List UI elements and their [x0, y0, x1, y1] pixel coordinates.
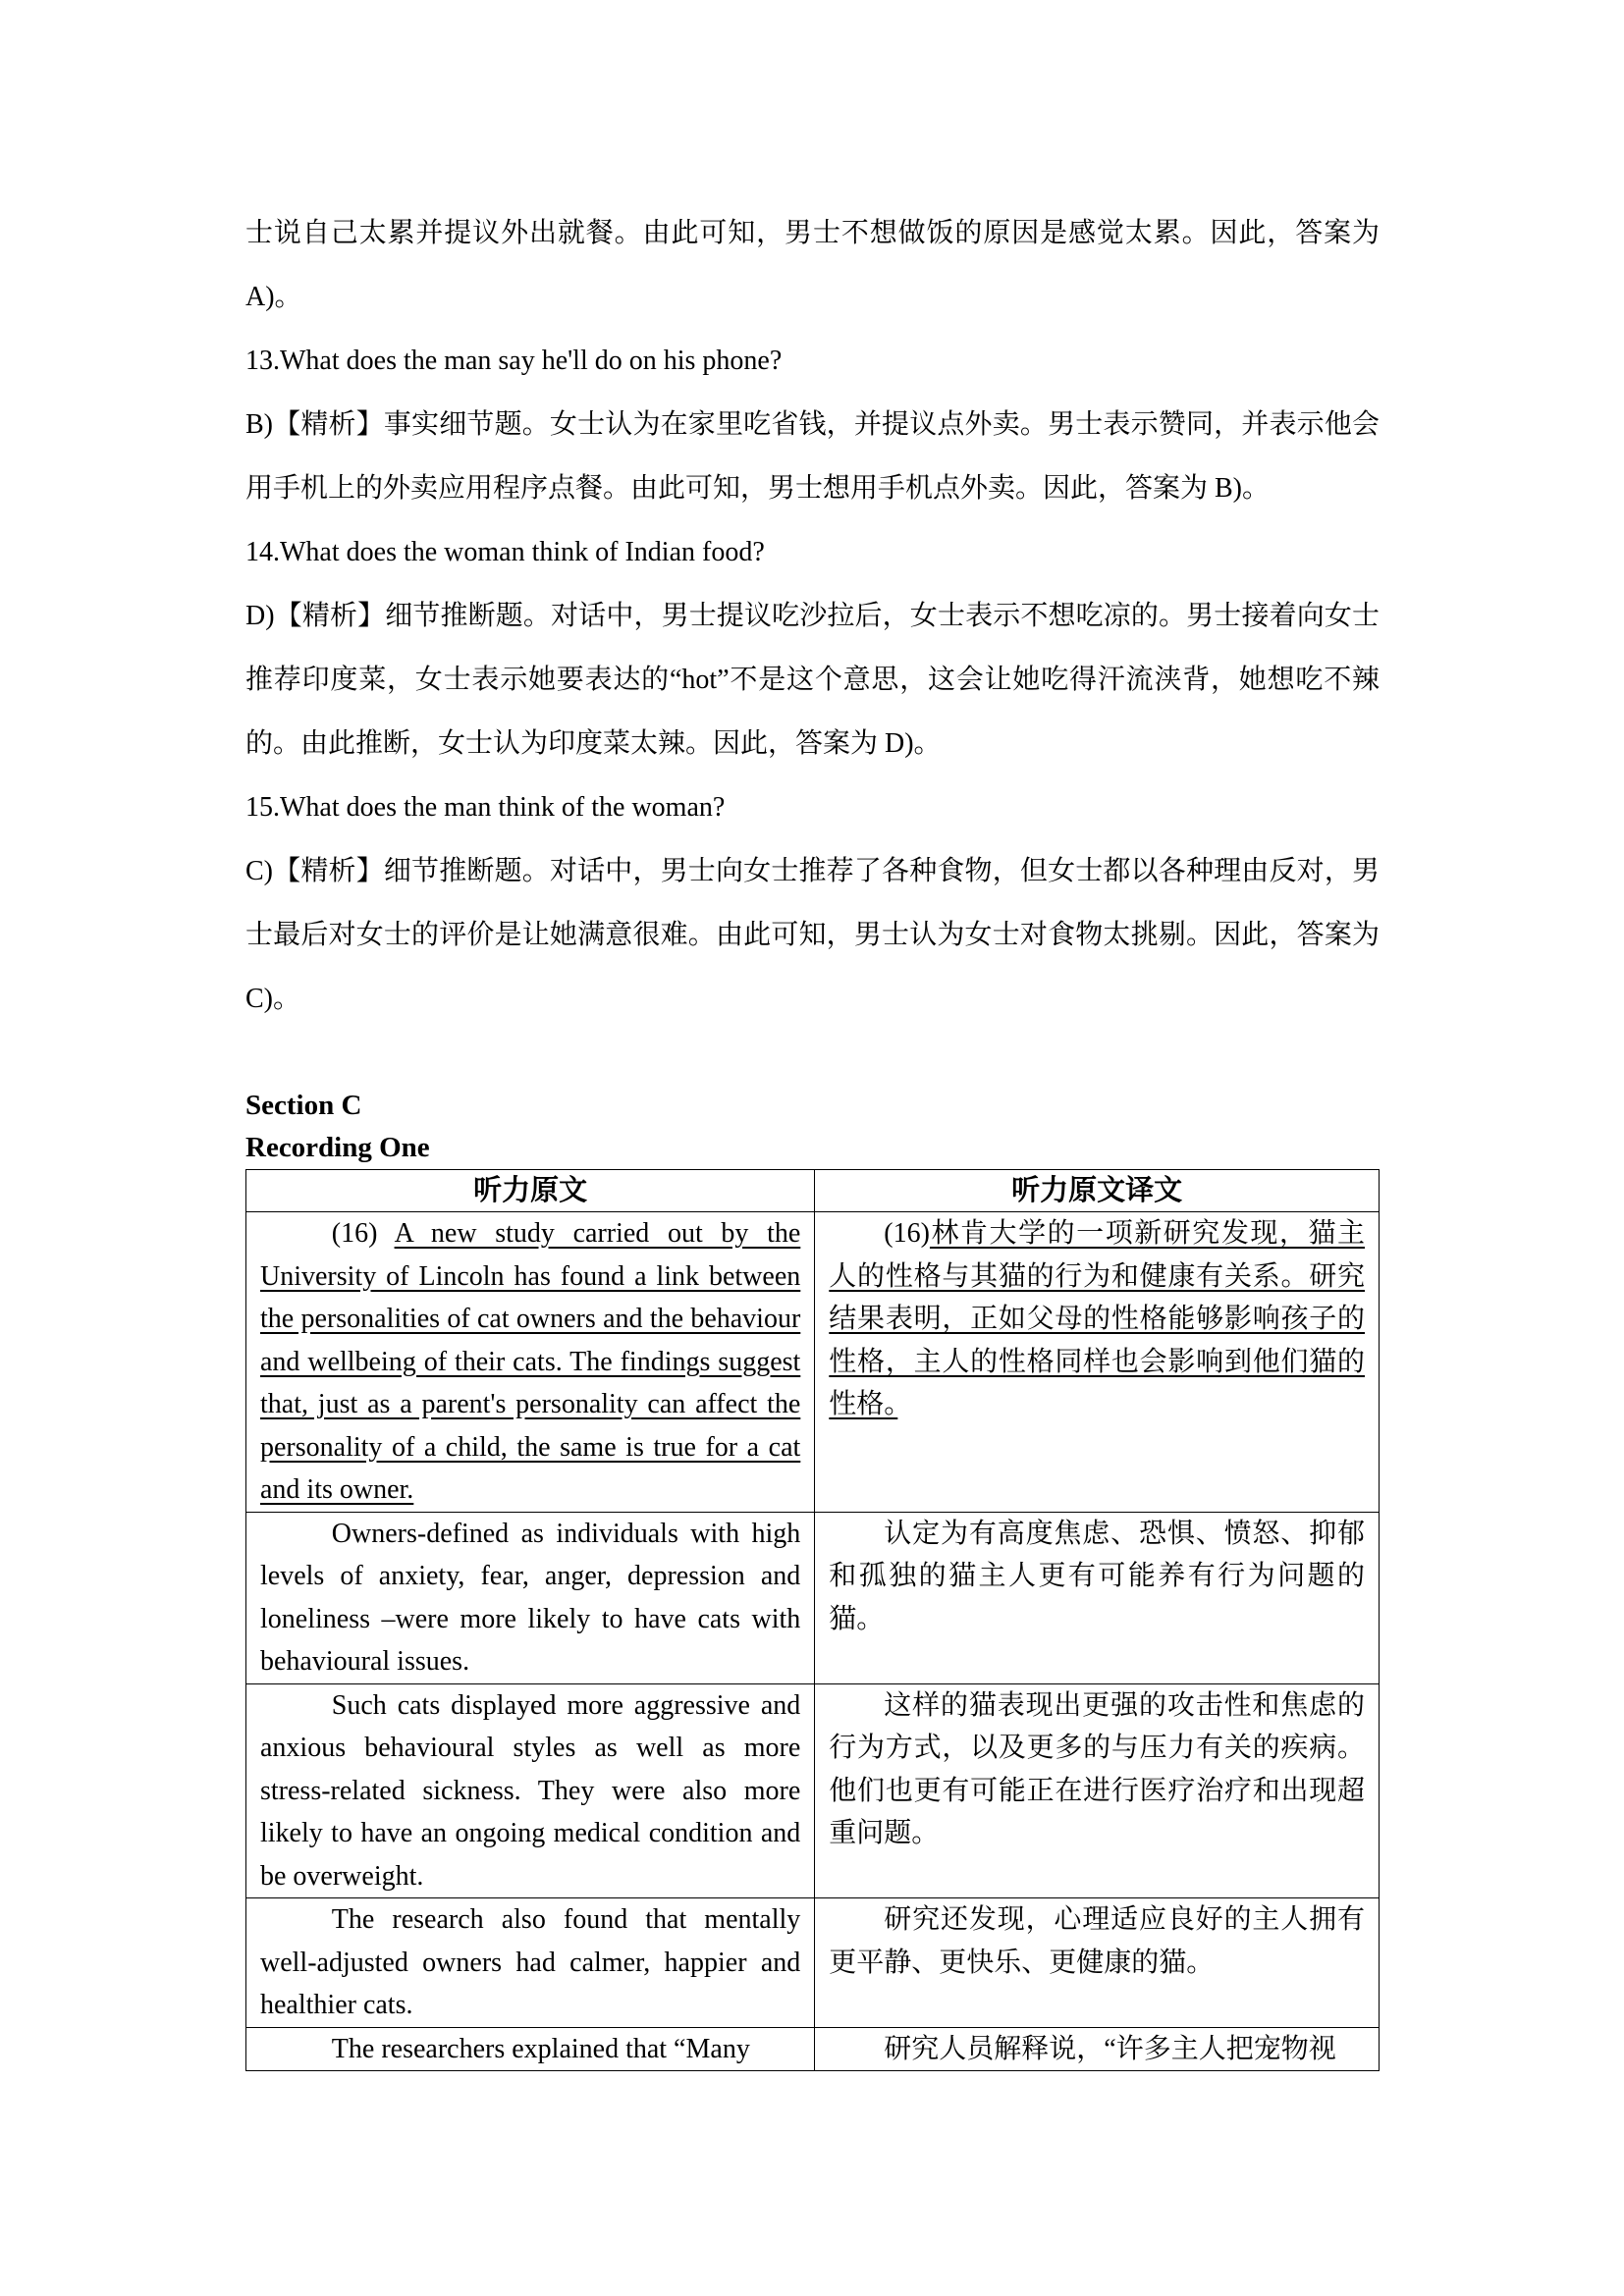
- original-paragraph: The researchers explained that “Many: [331, 2033, 750, 2064]
- section-c: [245, 1085, 1380, 2071]
- translation-paragraph: [829, 1212, 1365, 1426]
- table-row: [246, 1898, 1380, 2028]
- question-15: 15.What does the man think of the woman?: [245, 792, 726, 823]
- translation-cell: [815, 1512, 1380, 1683]
- original-paragraph: Owners-defined as individuals with high levels of anxiety, fear, anger, depression and loneliness –were more likely to have cats with behavioural issues.: [260, 1518, 801, 1677]
- question-14: 14.What does the woman think of Indian food?: [245, 537, 765, 567]
- underlined-answer-text: 林肯大学的一项新研究发现，猫主人的性格与其猫的行为和健康有关系。研究结果表明，正如父母的性格能够影响孩子的性格，主人的性格同样也会影响到他们猫的性格。: [829, 1218, 1365, 1419]
- translation-cell: [815, 2027, 1380, 2071]
- table-header-row: [246, 1170, 1380, 1212]
- original-paragraph: [260, 1212, 800, 1512]
- header-original: 听力原文: [246, 1170, 815, 1212]
- translation-paragraph: 这样的猫表现出更强的攻击性和焦虑的行为方式，以及更多的与压力有关的疾病。他们也更有可能正在进行医疗治疗和出现超重问题。: [829, 1689, 1365, 1848]
- table-row: [246, 1512, 1380, 1683]
- original-cell: [246, 1212, 815, 1513]
- question-marker: (16): [884, 1218, 930, 1249]
- original-cell: [246, 2027, 815, 2071]
- translation-paragraph: 研究还发现，心理适应良好的主人拥有更平静、更快乐、更健康的猫。: [829, 1904, 1365, 1978]
- transcript-table: [245, 1169, 1380, 2071]
- question-marker: (16): [331, 1218, 395, 1249]
- question-block-14: [245, 520, 1380, 775]
- translation-paragraph: 认定为有高度焦虑、恐惧、愤怒、抑郁和孤独的猫主人更有可能养有行为问题的猫。: [829, 1518, 1365, 1634]
- section-title: Section C: [245, 1090, 362, 1121]
- answer-13: B)【精析】事实细节题。女士认为在家里吃省钱，并提议点外卖。男士表示赞同，并表示他会用手机上的外卖应用程序点餐。由此可知，男士想用手机点外卖。因此，答案为 B)。: [245, 409, 1380, 504]
- answer-14: D)【精析】细节推断题。对话中，男士提议吃沙拉后，女士表示不想吃凉的。男士接着向女士推荐印度菜，女士表示她要表达的“hot”不是这个意思，这会让她吃得汗流浃背，她想吃不辣的。由此推断，女士认为印度菜太辣。因此，答案为 D)。: [245, 601, 1380, 759]
- underlined-answer-text: A new study carried out by the University of Lincoln has found a link between the personalities of cat owners and the behaviour and wellbeing of their cats. The findings suggest that, just as a parent's personality can affect the personality of a child, the same is true for a cat and its owner.: [260, 1218, 801, 1505]
- table-row: [246, 1212, 1380, 1513]
- original-paragraph: Such cats displayed more aggressive and anxious behavioural styles as well as more stress-related sickness. They were also more likely to have an ongoing medical condition and be overweight.: [260, 1689, 801, 1892]
- recording-title: Recording One: [245, 1132, 430, 1163]
- original-cell: [246, 1512, 815, 1683]
- translation-cell: [815, 1898, 1380, 2028]
- original-cell: [246, 1683, 815, 1898]
- original-cell: [246, 1898, 815, 2028]
- translation-paragraph: 研究人员解释说，“许多主人把宠物视: [884, 2033, 1336, 2064]
- table-row: [246, 1683, 1380, 1898]
- question-block-13: [245, 329, 1380, 520]
- original-paragraph: The research also found that mentally well-adjusted owners had calmer, happier and healthier cats.: [260, 1904, 801, 2020]
- header-translation: 听力原文译文: [815, 1170, 1380, 1212]
- document-page: [245, 201, 1380, 2071]
- question-block-15: [245, 775, 1380, 1031]
- table-row: [246, 2027, 1380, 2071]
- question-13: 13.What does the man say he'll do on his phone?: [245, 346, 783, 376]
- translation-cell: [815, 1212, 1380, 1513]
- answer-15: C)【精析】细节推断题。对话中，男士向女士推荐了各种食物，但女士都以各种理由反对，男士最后对女士的评价是让她满意很难。由此可知，男士认为女士对食物太挑剔。因此，答案为 C)。: [245, 856, 1380, 1014]
- translation-cell: [815, 1683, 1380, 1898]
- answer-continuation: 士说自己太累并提议外出就餐。由此可知，男士不想做饭的原因是感觉太累。因此，答案为A)。: [245, 218, 1380, 312]
